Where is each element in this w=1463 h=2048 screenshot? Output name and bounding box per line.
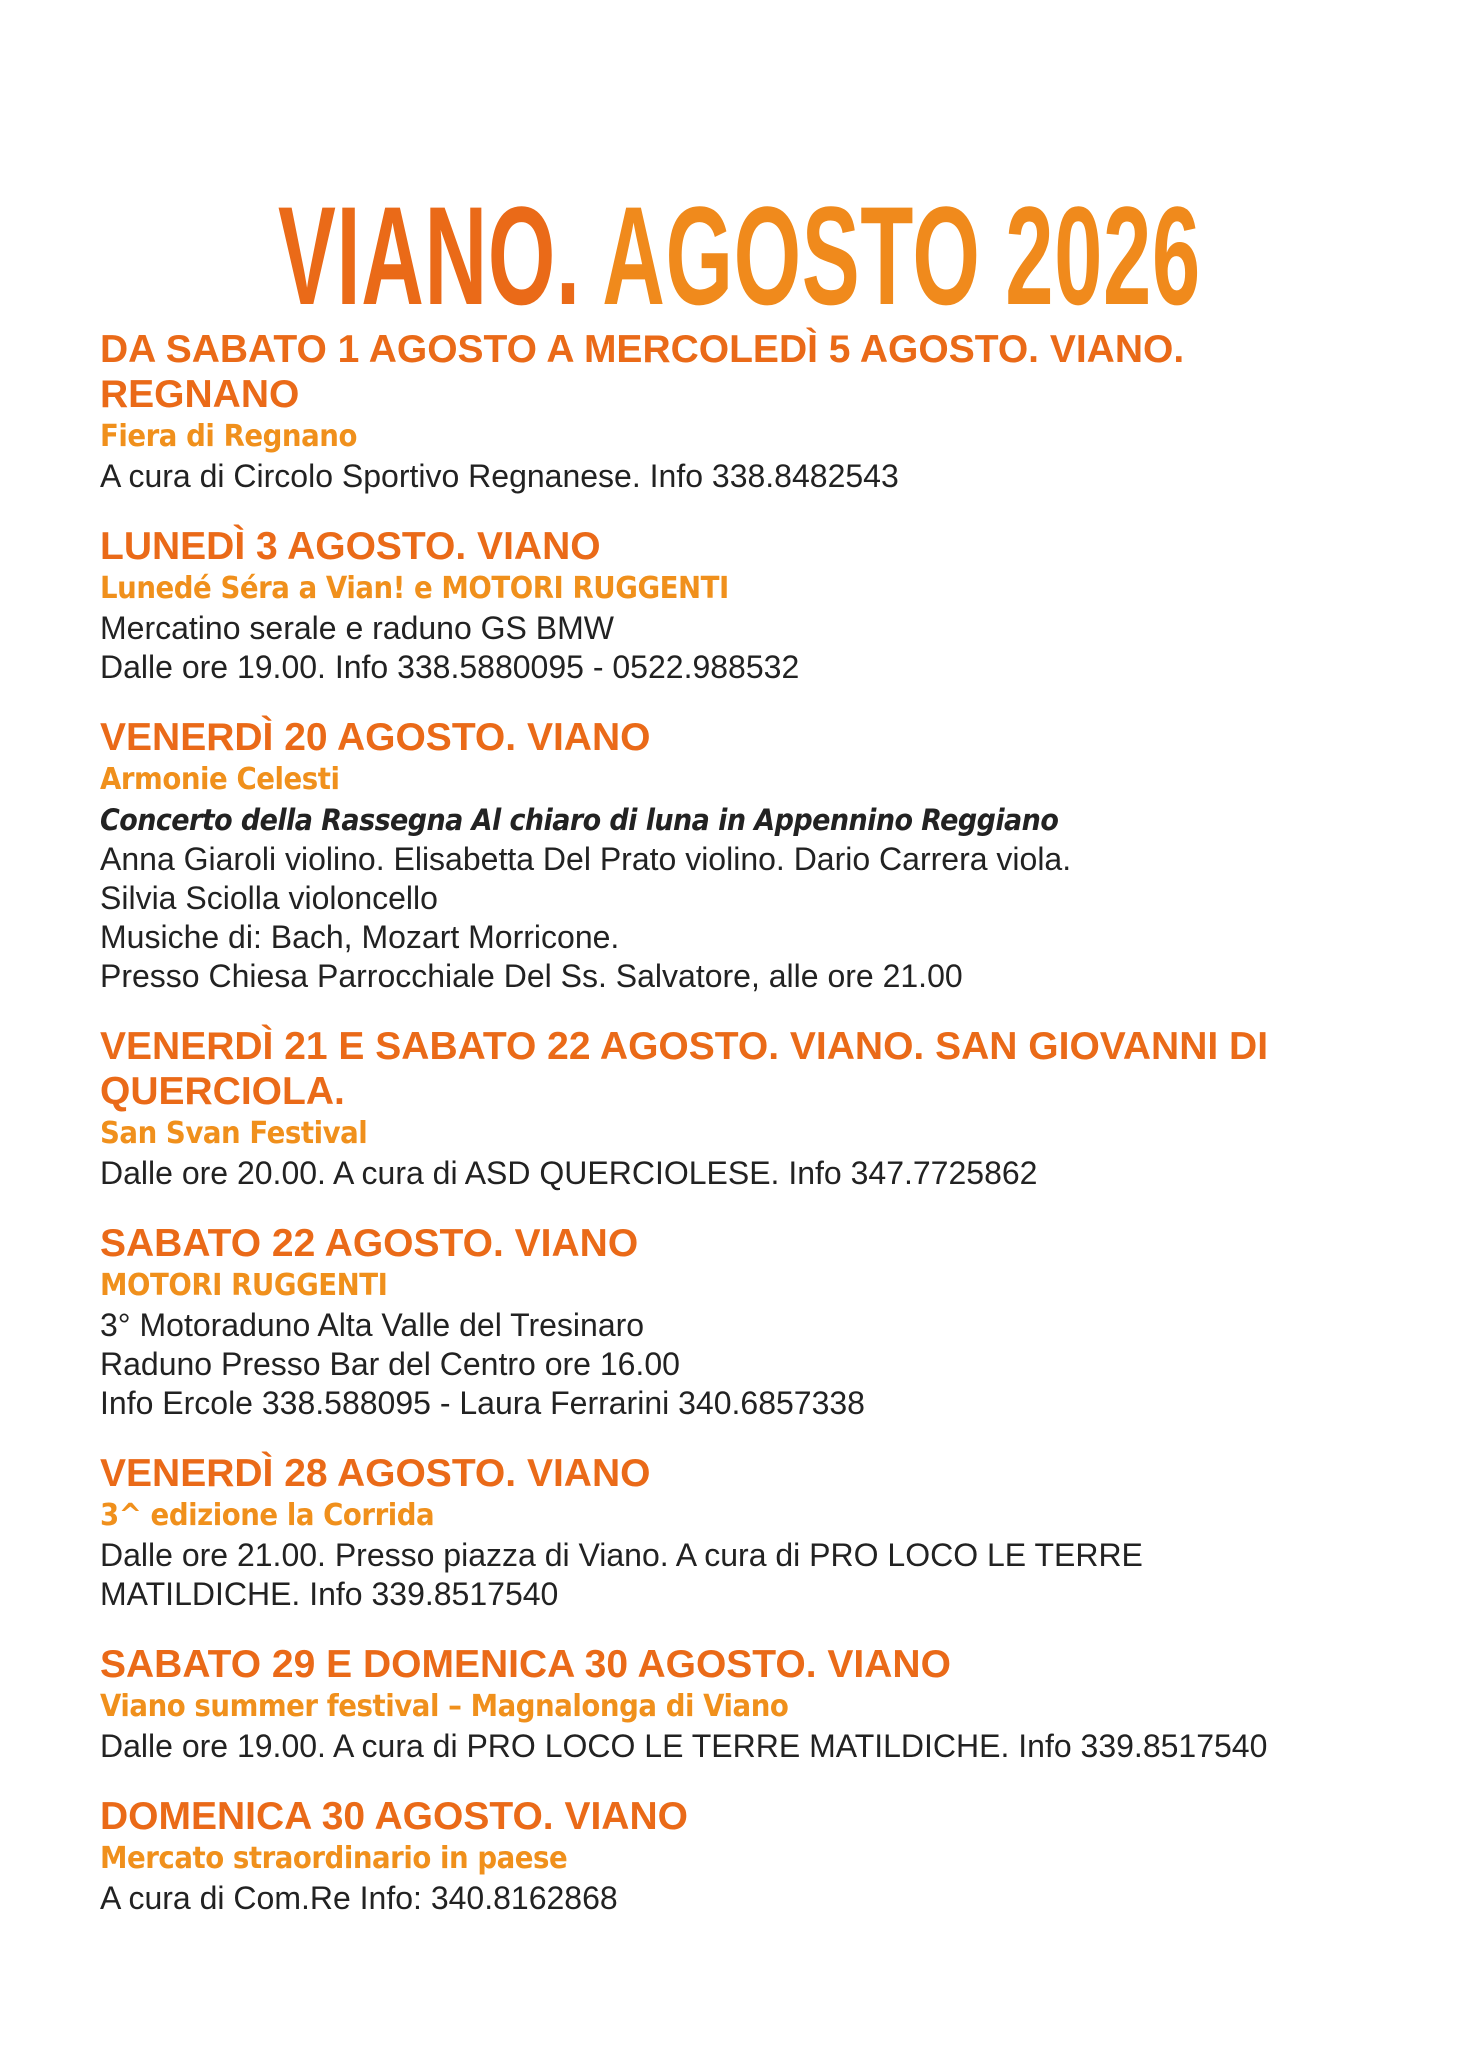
event-item bbox=[100, 327, 1410, 496]
event-detail-line: Dalle ore 19.00. A cura di PRO LOCO LE TERRE MATILDICHE. Info 339.8517540 bbox=[100, 1728, 1268, 1764]
event-heading: VENERDÌ 20 AGOSTO. VIANO bbox=[100, 716, 651, 759]
event-item bbox=[100, 1642, 1410, 1766]
event-detail-line: Dalle ore 21.00. Presso piazza di Viano. A cura di PRO LOCO LE TERRE bbox=[100, 1537, 1143, 1573]
event-subtitle: 3^ edizione la Corrida bbox=[100, 1498, 435, 1533]
event-detail-line: Dalle ore 20.00. A cura di ASD QUERCIOLESE. Info 347.7725862 bbox=[100, 1155, 1038, 1191]
event-detail-line: Musiche di: Bach, Mozart Morricone. bbox=[100, 919, 620, 955]
event-item bbox=[100, 1024, 1410, 1193]
event-detail-line: Dalle ore 19.00. Info 338.5880095 - 0522.988532 bbox=[100, 649, 800, 685]
event-detail-line: MATILDICHE. Info 339.8517540 bbox=[100, 1576, 559, 1612]
event-detail-line: Silvia Sciolla violoncello bbox=[100, 880, 438, 916]
event-subtitle: Mercato straordinario in paese bbox=[100, 1841, 568, 1876]
event-detail-line: Presso Chiesa Parrocchiale Del Ss. Salvatore, alle ore 21.00 bbox=[100, 958, 963, 994]
poster-title-viano: VIANO. bbox=[277, 176, 581, 334]
event-heading: VENERDÌ 21 E SABATO 22 AGOSTO. VIANO. SAN GIOVANNI DI QUERCIOLA. bbox=[100, 1025, 1269, 1113]
poster-title bbox=[277, 176, 1201, 334]
event-subtitle: Lunedé Séra a Vian! e MOTORI RUGGENTI bbox=[100, 571, 729, 606]
event-item bbox=[100, 1451, 1410, 1614]
event-heading: SABATO 22 AGOSTO. VIANO bbox=[100, 1222, 639, 1265]
event-item bbox=[100, 524, 1410, 687]
event-heading: DA SABATO 1 AGOSTO A MERCOLEDÌ 5 AGOSTO. VIANO. REGNANO bbox=[100, 328, 1185, 416]
event-item bbox=[100, 715, 1410, 996]
event-detail-line: A cura di Com.Re Info: 340.8162868 bbox=[100, 1880, 618, 1916]
event-subtitle: Viano summer festival – Magnalonga di Viano bbox=[100, 1689, 789, 1724]
event-detail-line: 3° Motoraduno Alta Valle del Tresinaro bbox=[100, 1307, 645, 1343]
event-italic-note: Concerto della Rassegna Al chiaro di luna in Appennino Reggiano bbox=[100, 803, 1059, 837]
event-heading: VENERDÌ 28 AGOSTO. VIANO bbox=[100, 1452, 651, 1495]
poster-title-month-year: AGOSTO 2026 bbox=[602, 176, 1201, 334]
event-subtitle: Fiera di Regnano bbox=[100, 419, 357, 454]
event-heading: DOMENICA 30 AGOSTO. VIANO bbox=[100, 1795, 688, 1838]
event-detail-line: Mercatino serale e raduno GS BMW bbox=[100, 610, 614, 646]
event-detail-line: A cura di Circolo Sportivo Regnanese. Info 338.8482543 bbox=[100, 458, 899, 494]
event-item bbox=[100, 1221, 1410, 1423]
event-subtitle: Armonie Celesti bbox=[100, 762, 340, 797]
event-detail-line: Raduno Presso Bar del Centro ore 16.00 bbox=[100, 1346, 680, 1382]
event-subtitle: San Svan Festival bbox=[100, 1116, 368, 1151]
event-detail-line: Info Ercole 338.588095 - Laura Ferrarini 340.6857338 bbox=[100, 1385, 865, 1421]
event-heading: SABATO 29 E DOMENICA 30 AGOSTO. VIANO bbox=[100, 1643, 951, 1686]
event-detail-line: Anna Giaroli violino. Elisabetta Del Prato violino. Dario Carrera viola. bbox=[100, 841, 1072, 877]
event-item bbox=[100, 1794, 1410, 1918]
event-list bbox=[100, 327, 1410, 1946]
event-subtitle: MOTORI RUGGENTI bbox=[100, 1268, 388, 1303]
event-heading: LUNEDÌ 3 AGOSTO. VIANO bbox=[100, 525, 601, 568]
